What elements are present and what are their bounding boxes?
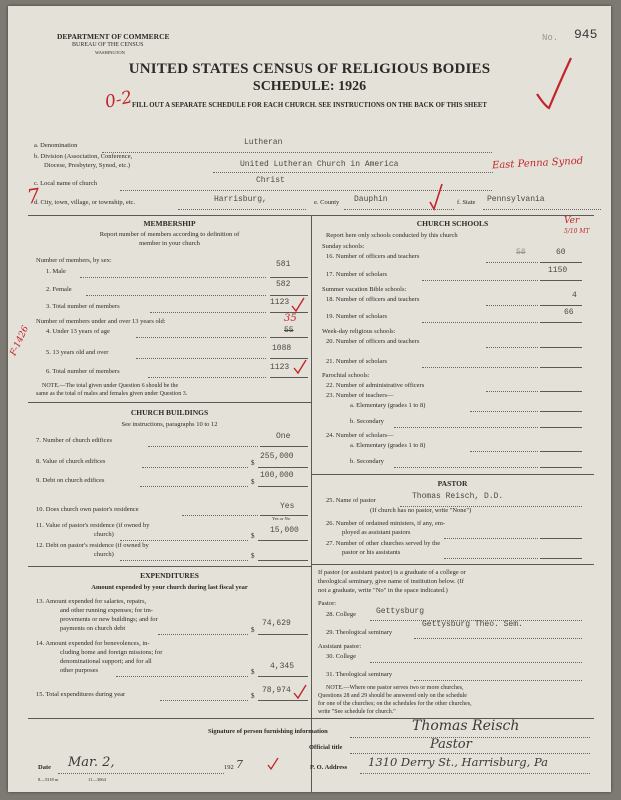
teachers-secondary-label: b. Secondary [350, 418, 384, 425]
pastor-seminary-label: 29. Theological seminary [326, 629, 393, 636]
county-check-icon [426, 182, 446, 212]
yes-no-hint: Yes or No [272, 516, 291, 521]
male-value: 581 [276, 260, 291, 269]
assistant-count-label-2: ployed as assistant pastors [342, 529, 411, 536]
expense-check-icon [292, 683, 308, 701]
department-label: DEPARTMENT OF COMMERCE [57, 32, 170, 41]
scholars-secondary-label: b. Secondary [350, 458, 384, 465]
membership-intro-2: member in your church [139, 240, 200, 247]
state-value: Pennsylvania [487, 195, 545, 204]
pastor-college-value: Gettysburg [376, 607, 425, 616]
assistant-college-label: 30. College [326, 653, 356, 660]
edifices-count-label: 7. Number of church edifices [36, 437, 112, 444]
pastor-note-1: NOTE.—Where one pastor serves two or more churches, [326, 685, 464, 691]
membership-note-2: same as the total of males and females given under Question 3. [36, 391, 188, 397]
state-label: f. State [457, 199, 476, 206]
form-number: 945 [574, 27, 598, 42]
over-13-label: 5. 13 years old and over [46, 349, 109, 356]
under-13-label: 4. Under 13 years of age [46, 328, 110, 335]
assistant-pastor-label: Assistant pastor: [318, 643, 362, 650]
total-2-check-icon [292, 358, 308, 376]
residence-debt-label-2: church) [94, 551, 114, 558]
over-13-value: 1088 [272, 344, 292, 353]
official-title-label: Official title [309, 744, 343, 751]
po-address-value: 1310 Derry St., Harrisburg, Pa [368, 755, 549, 769]
pastor-title: PASTOR [437, 479, 468, 488]
weekday-officers-label: 20. Number of officers and teachers [326, 338, 420, 345]
assistant-count-label-1: 26. Number of ordained ministers, if any, em- [326, 520, 446, 527]
division-label-2: Diocese, Presbytery, Synod, etc.) [44, 162, 131, 169]
sunday-officers-struck-value: 58 [516, 248, 526, 257]
under-13-struck-value: 55 [284, 326, 294, 335]
residence-debt-label: 12. Debt on pastor's residence (if owned by [36, 542, 149, 549]
membership-title: MEMBERSHIP [143, 219, 196, 228]
margin-code-handwritten: F-1426 [8, 324, 32, 358]
city-label: WASHINGTON [95, 50, 125, 55]
total-members-2-label: 6. Total number of members [46, 368, 120, 375]
year-suffix: 7 [236, 758, 243, 771]
pastor-name-hint: (If church has no pastor, write "None") [370, 507, 472, 514]
signature-value: Thomas Reisch [412, 718, 520, 734]
pastor-note-4: write "See schedule for church." [318, 709, 396, 715]
sunday-scholars-label: 17. Number of scholars [326, 271, 388, 278]
membership-intro-1: Report number of members according to definition of [99, 231, 240, 238]
denomination-label: a. Denomination [34, 142, 78, 149]
edifices-value-value: 255,000 [260, 452, 294, 461]
teachers-elementary-label: a. Elementary (grades 1 to 8) [350, 402, 426, 409]
total-members-value: 1123 [270, 298, 290, 307]
form-instruction: FILL OUT A SEPARATE SCHEDULE FOR EACH CHURCH. SEE INSTRUCTIONS ON THE BACK OF THIS SHEET [132, 102, 487, 109]
expense-salaries-label-2: and other running expenses; for im- [60, 607, 153, 614]
schools-intro: Report here only schools conducted by this church [326, 232, 458, 239]
census-schedule-sheet: DEPARTMENT OF COMMERCE BUREAU OF THE CENSUS WASHINGTON 945 No. UNITED STATES CENSUS OF RELIGIOUS BODIES SCHEDULE: 1926 FILL OUT A SEPARATE SCHEDULE FOR EACH CHURCH. SEE INSTRUCTIONS ON THE BACK OF THIS SHEET 0-2 a. Denomination Lutheran b. Division (Association, Conference, Diocese, Presbytery, Synod, etc.) United Lutheran Church in America East Penna Synod c. Local name of church Christ d. City, town, village, or township, etc. Harrisburg, e. County Dauphin f. State Pennsylvania 7 MEMBERSHIP Report number of members according to definition of member in your church Number of members, by sex: 1. Male 581 2. Female 582 3. Total number of members 1123 Number of members under and over 13 years old: 4. Under 13 years of age 55 35 5. 13 years old and over 1088 F-1426 6. Total number of members 1123 NOTE.—The total given under Question 6 should be the same as the total of males and females given under Question 3. CHURCH BUILDINGS See instructions, paragraphs 10 to 12 7. Number of church edifices One 8. Value of church edifices $ 255,000 9. Debt on church edifices $ 100,000 10. Does church own pastor's residence Yes Yes or No 11. Value of pastor's residence (if owned by church) $ 15,000 12. Debt on pastor's residence (if owned by church) $ EXPENDITURES Amount expended by your church during last fiscal year 13. Amount expended for salaries, repairs, and other running expenses; for im- provements or new buildings; and for payments on church debt $ 74,629 14. Amount expended for benevolences, in- cluding home and foreign missions; for denominational support; and for all other purposes $ 4,345 15. Total expenditures during year $ 78,974 CHURCH SCHOOLS Report here only schools conducted by this church Sunday schools: Ver 5/10 MT 16. Number of officers and teachers 58 60 17. Number of scholars 1150 Summer vacation Bible schools: 18. Number of officers and teachers 4 19. Number of scholars 66 Week-day religious schools: 20. Number of officers and teachers 21. Number of scholars Parochial schools: 22. Number of administrative officers 23. Number of teachers— a. Elementary (grades 1 to 8) b. Secondary 24. Number of scholars— a. Elementary (grades 1 to 8) b. Secondary PASTOR 25. Name of pastor Thomas Reisch, D.D. (If church has no pastor, write "None") 26. Number of ordained ministers, if any, em- ployed as assistant pastors 27. Number of other churches served by the pastor or his assistants If pastor (or assistant pastor) is a graduate of a college or theological seminary, give name of institution below. (If not a graduate, write "No" in the space indicated.) Pastor: 28. College Gettysburg 29. Theological seminary Gettysburg Theo. Sem. Assistant pastor: 30. College 31. Theological seminary NOTE.—Where one pastor serves two or more churches, Questions 28 and 29 should be answered only on the schedule for one of the churches; on the schedules for the other churches, write "See schedule for church." Signature of person furnishing information Thomas Reisch Official title Pastor Date Mar. 2, 192 7 8—5318 m 11—3064 P. O. Address 1310 Derry St., Harrisburg, Pa [8, 6, 611, 792]
under-13-value: 35 [284, 313, 297, 324]
year-prefix: 192 [224, 764, 234, 771]
parochial-teachers-label: 23. Number of teachers— [326, 392, 394, 399]
residence-value-value: 15,000 [270, 526, 299, 535]
signature-label: Signature of person furnishing information [208, 728, 328, 735]
city-label-field: d. City, town, village, or township, etc. [34, 199, 136, 206]
print-code: 8—5318 m [38, 777, 59, 782]
form-subtitle: SCHEDULE: 1926 [252, 79, 367, 94]
pastor-college-label: 28. College [326, 611, 356, 618]
division-label: b. Division (Association, Conference, [34, 153, 133, 160]
county-label: e. County [314, 199, 340, 206]
county-value: Dauphin [354, 195, 388, 204]
schools-title: CHURCH SCHOOLS [416, 219, 489, 228]
division-note-handwritten: East Penna Synod [491, 155, 584, 172]
expense-benevolences-label-3: denominational support; and for all [60, 658, 152, 665]
sunday-scholars-value: 1150 [548, 266, 568, 275]
total-members-label: 3. Total number of members [46, 303, 120, 310]
expenditures-title: EXPENDITURES [140, 571, 199, 580]
male-label: 1. Male [46, 268, 66, 275]
form-title: UNITED STATES CENSUS OF RELIGIOUS BODIES [128, 61, 491, 77]
buildings-title: CHURCH BUILDINGS [130, 408, 209, 417]
pastor-note-2: Questions 28 and 29 should be answered only on the schedule [318, 693, 467, 699]
edifices-debt-label: 9. Debt on church edifices [36, 477, 105, 484]
residence-value-label-2: church) [94, 531, 114, 538]
expenditures-sub: Amount expended by your church during last fiscal year [91, 584, 248, 591]
pastor-name-value: Thomas Reisch, D.D. [412, 492, 504, 501]
weekday-schools-label: Week-day religious schools: [322, 328, 396, 335]
graduate-note-1: If pastor (or assistant pastor) is a graduate of a college or [318, 569, 466, 576]
form-stamp: No. [542, 33, 559, 43]
schools-margin-note-2: 5/10 MT [564, 228, 590, 235]
expense-salaries-value: 74,629 [262, 619, 291, 628]
margin-mark-handwritten: 7 [25, 183, 42, 209]
summer-scholars-label: 19. Number of scholars [326, 313, 388, 320]
expense-total-label: 15. Total expenditures during year [36, 691, 126, 698]
expense-salaries-label-3: provements or new buildings; and for [60, 616, 158, 623]
residence-value-label: 11. Value of pastor's residence (if owned by [36, 522, 150, 529]
summer-officers-value: 4 [572, 291, 577, 300]
scholars-elementary-label: a. Elementary (grades 1 to 8) [350, 442, 426, 449]
edifices-count-value: One [276, 432, 291, 441]
owns-residence-value: Yes [280, 502, 295, 511]
edifices-debt-value: 100,000 [260, 471, 294, 480]
parochial-admin-label: 22. Number of administrative officers [326, 382, 425, 389]
pastor-education-label: Pastor: [318, 600, 337, 607]
owns-residence-label: 10. Does church own pastor's residence [36, 506, 139, 513]
assistant-seminary-label: 31. Theological seminary [326, 671, 393, 678]
date-value: Mar. 2, [68, 755, 115, 770]
summer-scholars-value: 66 [564, 308, 574, 317]
denomination-value: Lutheran [244, 138, 283, 147]
graduate-note-3: not a graduate, write "No" in the space indicated.) [318, 587, 448, 594]
city-value: Harrisburg, [214, 195, 267, 204]
expense-salaries-label-1: 13. Amount expended for salaries, repairs, [36, 598, 147, 605]
official-title-value: Pastor [430, 737, 472, 752]
division-value: United Lutheran Church in America [240, 160, 399, 169]
pastor-seminary-value: Gettysburg Theo. Sem. [422, 620, 523, 629]
weekday-scholars-label: 21. Number of scholars [326, 358, 388, 365]
parochial-schools-label: Parochial schools: [322, 372, 370, 379]
sunday-officers-label: 16. Number of officers and teachers [326, 253, 420, 260]
graduate-note-2: theological seminary, give name of institution below. (If [318, 578, 464, 585]
sunday-schools-label: Sunday schools: [322, 243, 365, 250]
total-members-2-value: 1123 [270, 363, 290, 372]
female-label: 2. Female [46, 286, 72, 293]
membership-note-1: NOTE.—The total given under Question 6 should be the [42, 383, 179, 389]
schools-margin-note-1: Ver [564, 216, 580, 226]
parochial-scholars-label: 24. Number of scholars— [326, 432, 394, 439]
pastor-name-label: 25. Name of pastor [326, 497, 376, 504]
local-name-label: c. Local name of church [34, 180, 97, 187]
expense-benevolences-label-1: 14. Amount expended for benevolences, in- [36, 640, 150, 647]
expense-benevolences-label-2: cluding home and foreign missions; for [60, 649, 163, 656]
date-check-icon [266, 756, 280, 772]
sunday-officers-value: 60 [556, 248, 566, 257]
expense-benevolences-label-4: other purposes [60, 667, 99, 674]
by-sex-label: Number of members, by sex: [36, 257, 112, 264]
summer-schools-label: Summer vacation Bible schools: [322, 286, 407, 293]
total-check-icon [290, 296, 306, 314]
buildings-sub: See instructions, paragraphs 10 to 12 [121, 421, 218, 428]
print-code-2: 11—3064 [88, 777, 106, 782]
date-label: Date [38, 764, 51, 771]
expense-total-value: 78,974 [262, 686, 291, 695]
under-over-label: Number of members under and over 13 years old: [36, 318, 166, 325]
other-churches-label-1: 27. Number of other churches served by the [326, 540, 441, 547]
expense-salaries-label-4: payments on church debt [60, 625, 126, 632]
pastor-note-3: for one of the churches; on the schedules for the other churches, [318, 701, 472, 707]
red-check-icon [533, 54, 573, 112]
other-churches-label-2: pastor or his assistants [342, 549, 401, 556]
expense-benevolences-value: 4,345 [270, 662, 295, 671]
local-name-value: Christ [256, 176, 285, 185]
female-value: 582 [276, 280, 291, 289]
edifices-value-label: 8. Value of church edifices [36, 458, 106, 465]
bureau-label: BUREAU OF THE CENSUS [72, 42, 144, 48]
margin-note-handwritten: 0-2 [103, 87, 135, 113]
summer-officers-label: 18. Number of officers and teachers [326, 296, 420, 303]
po-address-label: P. O. Address [310, 764, 348, 771]
